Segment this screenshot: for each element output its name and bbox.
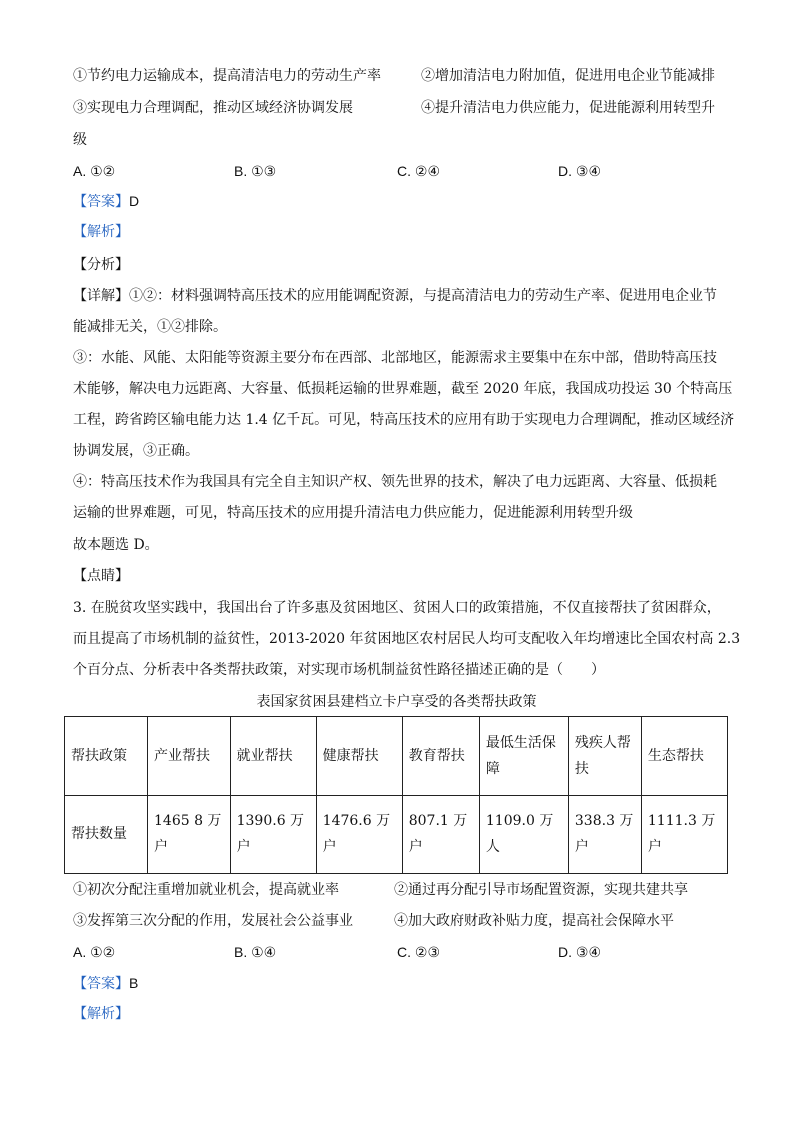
table-cell-value: 1465 8 万户 — [148, 795, 231, 874]
q2-statement-1: ①节约电力运输成本，提高清洁电力的劳动生产率 — [73, 68, 381, 84]
q3-statement-3: ③发挥第三次分配的作用，发展社会公益事业 — [73, 913, 353, 929]
detail-line-4: 术能够，解决电力远距离、大容量、低损耗运输的世界难题，截至 2020 年底，我国成功投运 30 个特高压 — [73, 381, 733, 397]
q3-statement-2: ②通过再分配引导市场配置资源，实现共建共享 — [394, 882, 688, 898]
q3-option-a: A. ①② — [73, 944, 116, 960]
detail-line-6: 协调发展，③正确。 — [73, 443, 199, 459]
table-header-policy: 帮扶政策 — [65, 717, 148, 796]
q2-statement-2: ②增加清洁电力附加值，促进用电企业节能减排 — [421, 68, 715, 84]
detail-line-2: 能减排无关，①②排除。 — [73, 319, 227, 335]
table-cell-value: 338.3 万户 — [568, 795, 641, 874]
fenxi-heading: 【分析】 — [73, 257, 129, 273]
table-cell-value: 1476.6 万户 — [316, 795, 402, 874]
table-cell-name: 产业帮扶 — [148, 717, 231, 796]
table-row-quantity — [65, 795, 728, 874]
conclusion-line: 故本题选 D。 — [73, 537, 159, 553]
table-cell-value: 1390.6 万户 — [230, 795, 316, 874]
policy-table — [64, 716, 728, 874]
q3-stem-line-3: 个百分点、分析表中各类帮扶政策，对实现市场机制益贫性路径描述正确的是（ ） — [73, 662, 605, 678]
q3-stem-line-1: 3. 在脱贫攻坚实践中，我国出台了许多惠及贫困地区、贫困人口的政策措施，不仅直接帮扶了贫困群众， — [73, 600, 721, 616]
q3-statement-1: ①初次分配注重增加就业机会，提高就业率 — [73, 882, 339, 898]
answer-value: B — [129, 975, 139, 991]
q2-option-d: D. ③④ — [558, 163, 601, 179]
dianjing-heading: 【点睛】 — [73, 568, 129, 584]
q3-jiexi-tag: 【解析】 — [73, 1006, 129, 1022]
table-cell-name: 就业帮扶 — [230, 717, 316, 796]
answer-tag: 【答案】 — [73, 194, 129, 210]
q3-option-c: C. ②③ — [397, 944, 440, 960]
table-row-policy — [65, 717, 728, 796]
table-cell-name: 残疾人帮扶 — [568, 717, 641, 796]
table-cell-name: 教育帮扶 — [402, 717, 479, 796]
q2-option-c: C. ②④ — [397, 163, 440, 179]
table-cell-name: 生态帮扶 — [641, 717, 727, 796]
q2-answer-line — [73, 191, 139, 212]
table-cell-value: 1109.0 万人 — [479, 795, 568, 874]
answer-value: D — [129, 193, 140, 209]
detail-line-3: ③：水能、风能、太阳能等资源主要分布在西部、北部地区，能源需求主要集中在东中部，借助特高压技 — [73, 350, 717, 366]
q3-stem-line-2: 而且提高了市场机制的益贫性，2013-2020 年贫困地区农村居民人均可支配收入年均增速比全国农村高 2.3 — [73, 631, 741, 647]
detail-line-8: 运输的世界难题，可见，特高压技术的应用提升清洁电力供应能力，促进能源利用转型升级 — [73, 505, 633, 521]
detail-tag: 【详解】 — [73, 288, 129, 304]
detail-text: ①②：材料强调特高压技术的应用能调配资源，与提高清洁电力的劳动生产率、促进用电企业节 — [129, 288, 717, 304]
detail-line-1 — [73, 286, 717, 306]
table-cell-value: 807.1 万户 — [402, 795, 479, 874]
q2-option-a: A. ①② — [73, 163, 116, 179]
detail-line-5: 工程，跨省跨区输电能力达 1.4 亿千瓦。可见，特高压技术的应用有助于实现电力合理调配，推动区域经济 — [73, 412, 735, 428]
q3-option-d: D. ③④ — [558, 944, 601, 960]
q2-statement-3: ③实现电力合理调配，推动区域经济协调发展 — [73, 100, 353, 116]
q2-statement-4: ④提升清洁电力供应能力，促进能源利用转型升 — [421, 100, 715, 116]
table-cell-name: 健康帮扶 — [316, 717, 402, 796]
table-caption: 表国家贫困县建档立卡户享受的各类帮扶政策 — [256, 694, 537, 710]
q3-statement-4: ④加大政府财政补贴力度，提高社会保障水平 — [394, 913, 674, 929]
q3-answer-line — [73, 973, 138, 994]
table-cell-name: 最低生活保障 — [479, 717, 568, 796]
q2-statement-4-wrap: 级 — [73, 132, 87, 148]
q2-option-b: B. ①③ — [234, 163, 277, 179]
table-cell-value: 1111.3 万户 — [641, 795, 727, 874]
q3-option-b: B. ①④ — [234, 944, 277, 960]
jiexi-tag: 【解析】 — [73, 224, 129, 240]
detail-line-7: ④：特高压技术作为我国具有完全自主知识产权、领先世界的技术，解决了电力远距离、大容量、低损耗 — [73, 474, 717, 490]
answer-tag: 【答案】 — [73, 976, 129, 992]
table-header-quantity: 帮扶数量 — [65, 795, 148, 874]
